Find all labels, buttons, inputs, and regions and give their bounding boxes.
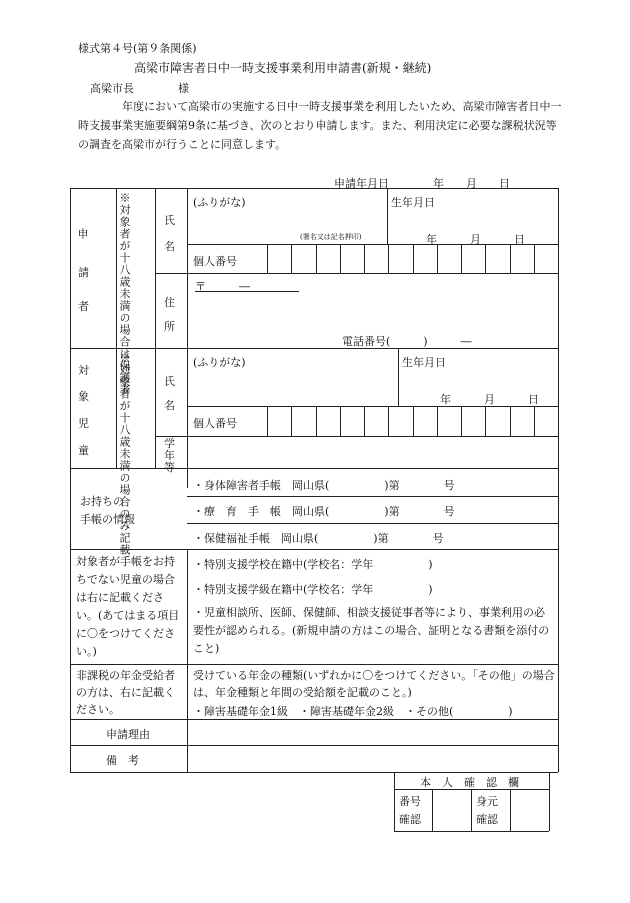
applicant-label-3: 者 <box>78 300 89 313</box>
no-handbook-item-2[interactable]: ・特別支援学級在籍中(学校名：学年 ) <box>193 583 433 596</box>
id-digit-divider <box>461 244 462 273</box>
child-id-label: 個人番号 <box>193 417 237 430</box>
child-birth-label: 生年月日 <box>402 356 446 369</box>
child-grade-label-1: 学 年 等 <box>164 437 175 474</box>
remarks-label: 備 考 <box>106 754 139 767</box>
pension-line-1: 受けている年金の種類(いずれかに〇をつけてください。「その他」の場合は、年金種類と年間の受給額を記載のこと。) <box>193 669 555 699</box>
identity-number-check: 番号確認 <box>399 795 421 826</box>
form-number: 様式第４号(第９条関係) <box>78 42 197 55</box>
id-digit-divider <box>340 244 341 273</box>
id-digit-divider <box>364 244 365 273</box>
id-digit-divider <box>364 406 365 436</box>
id-digit-divider <box>316 244 317 273</box>
id-digit-divider <box>291 244 292 273</box>
id-digit-divider <box>510 406 511 436</box>
id-digit-divider <box>510 244 511 273</box>
addressee: 高梁市長 様 <box>90 82 189 95</box>
applicant-id-label: 個人番号 <box>193 255 237 268</box>
id-digit-divider <box>485 244 486 273</box>
applicant-birth-label: 生年月日 <box>391 196 435 209</box>
pension-line-2[interactable]: ・障害基礎年金1級 ・障害基礎年金2級 ・その他( ) <box>193 705 513 718</box>
child-birth-ymd: 年 月 日 <box>440 393 539 406</box>
id-digit-divider <box>316 406 317 436</box>
id-digit-divider <box>340 406 341 436</box>
child-name-label-1: 氏 <box>164 375 175 388</box>
applicant-label: 申 <box>76 228 89 240</box>
id-digit-divider <box>413 244 414 273</box>
applicant-phone: 電話番号( ) ― <box>342 335 472 348</box>
pension-label: 非課税の年金受給者の方は、右に記載ください。 <box>76 669 175 716</box>
applicant-furigana: (ふりがな) <box>193 196 246 209</box>
handbook-label: お持ちの 手帳の情報 <box>80 495 135 526</box>
application-date: 申請年月日 年 月 日 <box>334 177 510 190</box>
no-handbook-item-3[interactable]: ・児童相談所、医師、保健師、相談支援従事者等により、事業利用の必要性が認められる。(新規申請の方はこの場合、証明となる書類を添付のこと) <box>193 606 550 655</box>
id-digit-divider <box>267 244 268 273</box>
applicant-name-label-1: 氏 <box>164 214 175 227</box>
id-digit-divider <box>388 406 389 436</box>
id-digit-divider <box>437 244 438 273</box>
identity-id-check: 身元確認 <box>476 795 498 826</box>
reason-field[interactable] <box>188 720 557 744</box>
id-digit-divider <box>291 406 292 436</box>
child-label-4: 童 <box>78 444 89 457</box>
id-digit-divider <box>534 244 535 273</box>
remarks-field[interactable] <box>188 746 557 771</box>
reason-label: 申請理由 <box>106 728 150 741</box>
child-furigana: (ふりがな) <box>193 356 246 369</box>
id-digit-divider <box>485 406 486 436</box>
id-digit-divider <box>413 406 414 436</box>
applicant-name-label-2: 名 <box>164 240 175 253</box>
applicant-address-label-2: 所 <box>164 320 175 333</box>
child-label-2: 象 <box>78 390 89 403</box>
id-digit-divider <box>267 406 268 436</box>
handbook-row-1[interactable]: ・身体障害者手帳 岡山県( )第 号 <box>193 479 455 492</box>
applicant-note: ※対象者が十八歳未満の場合は保護者 <box>118 192 131 396</box>
no-handbook-item-1[interactable]: ・特別支援学校在籍中(学校名：学年 ) <box>193 558 433 571</box>
child-name-label-2: 名 <box>164 399 175 412</box>
id-digit-divider <box>461 406 462 436</box>
child-label-1: 対 <box>78 364 89 377</box>
child-label-3: 児 <box>78 417 89 430</box>
form-title: 高梁市障害者日中一時支援事業利用申請書(新規・継続) <box>134 61 432 75</box>
child-note: ※対象者が十八歳未満の場合のみ記載 <box>118 352 131 556</box>
applicant-postal: 〒 ― <box>195 280 250 293</box>
applicant-label-2: 請 <box>78 266 89 279</box>
id-digit-divider <box>388 244 389 273</box>
intro-paragraph: 年度において高梁市の実施する日中一時支援事業を利用したいため、高梁市障害者日中一時支援事業実施要綱第9条に基づき、次のとおり申請します。また、利用決定に必要な課税状況等の調査を高梁市が行うことに同意します。 <box>78 100 562 151</box>
no-handbook-label: 対象者が手帳をお持ちでない児童の場合は右に記載ください。(あてはまる項目に〇をつけてください。) <box>76 555 180 658</box>
applicant-address-label-1: 住 <box>164 296 175 309</box>
identity-title: 本 人 確 認 欄 <box>420 776 519 789</box>
applicant-seal-note: (署名又は記名押印) <box>300 233 362 241</box>
id-digit-divider <box>437 406 438 436</box>
handbook-row-2[interactable]: ・療 育 手 帳 岡山県( )第 号 <box>193 505 455 518</box>
applicant-birth-ymd: 年 月 日 <box>426 233 525 246</box>
handbook-row-3[interactable]: ・保健福祉手帳 岡山県( )第 号 <box>193 532 444 545</box>
id-digit-divider <box>534 406 535 436</box>
